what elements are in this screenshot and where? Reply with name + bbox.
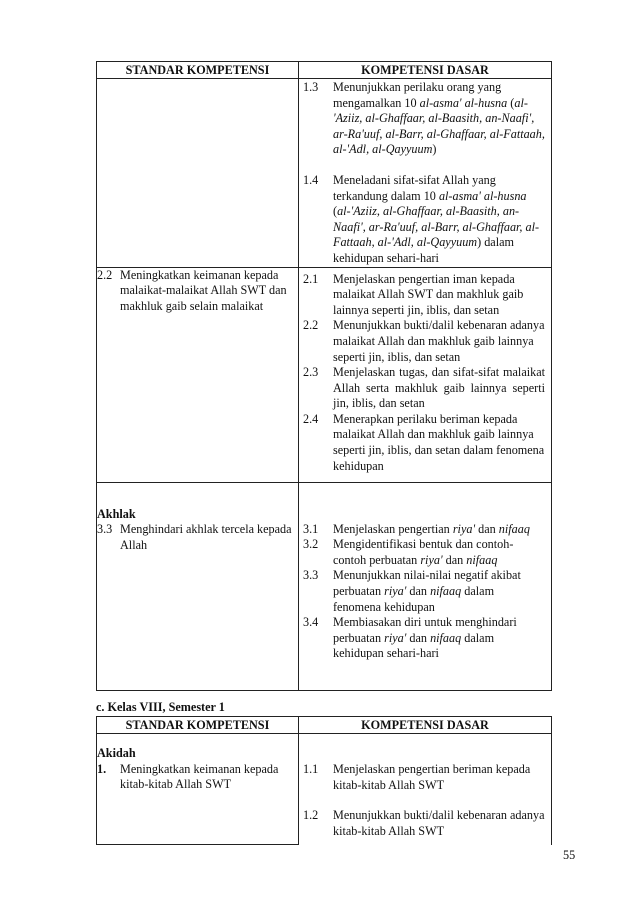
kd-cell xyxy=(299,482,552,690)
kd-item-2-4: 2.4 Menerapkan perilaku beriman kepada malaikat Allah dan makhluk gaib lainnya seperti jin, iblis, dan setan dalam fenomena kehidupan xyxy=(303,411,545,473)
kd-text-3-3: Menunjukkan nilai-nilai negatif akibat perbuatan riya' dan nifaaq dalam fenomena kehidupan xyxy=(333,568,521,614)
kd-item-1-4: 1.4 Meneladani sifat-sifat Allah yang terkandung dalam 10 al-asma' al-husna (al-'Aziiz, al-Ghaffaar, al-Baasith, an-Naafi', ar-Ra'uuf, al-Barr, al-Ghaffaar, al-Fattaah, al-'Adl, al-Qayyuum) dalam kehidupan sehari-hari xyxy=(299,173,551,267)
sk-heading-akhlak: Akhlak xyxy=(97,506,136,521)
kd-cell xyxy=(299,79,552,268)
kd-text-1-4: Meneladani sifat-sifat Allah yang terkandung dalam 10 al-asma' al-husna (al-'Aziiz, al-Ghaffaar, al-Baasith, an-Naafi', ar-Ra'uuf, al-Barr, al-Ghaffaar, al-Fattaah, al-'Adl, al-Qayyuum) dalam kehidupan sehari-hari xyxy=(333,172,540,265)
kd-item-3-2: 3.2 Mengidentifikasi bentuk dan contoh-contoh perbuatan riya' dan nifaaq xyxy=(299,537,551,568)
section-title: c. Kelas VIII, Semester 1 xyxy=(96,700,225,714)
sk-item-2-2: 2.2 Meningkatkan keimanan kepada malaikat-malaikat Allah SWT dan makhluk gaib selain malaikat xyxy=(97,267,287,313)
sk-item-1: 1. Meningkatkan keimanan kepada kitab-kitab Allah SWT xyxy=(97,761,279,792)
kd-item-2-2: 2.2 Menunjukkan bukti/dalil kebenaran adanya malaikat Allah dan makhluk gaib lainnya seperti jin, iblis, dan setan xyxy=(303,318,545,364)
kd-item-1-2: 1.2 Menunjukkan bukti/dalil kebenaran adanya kitab-kitab Allah SWT xyxy=(303,808,545,838)
competency-table-2 xyxy=(96,716,552,845)
table-row xyxy=(97,734,552,845)
page-number: 55 xyxy=(563,848,576,862)
kd-text-3-1: Menjelaskan pengertian riya' dan nifaaq xyxy=(333,521,530,536)
header-kompetensi-dasar: KOMPETENSI DASAR xyxy=(299,62,552,79)
sk-cell-empty xyxy=(97,79,299,268)
kd-text-3-4: Membiasakan diri untuk menghindari perbuatan riya' dan nifaaq dalam kehidupan sehari-hari xyxy=(333,615,517,661)
kd-item-1-3: 1.3 Menunjukkan perilaku orang yang mengamalkan 10 al-asma' al-husna (al-'Aziiz, al-Ghaffaar, al-Baasith, an-Naafi', ar-Ra'uuf, al-Barr, al-Ghaffaar, al-Fattaah, al-'Adl, al-Qayyuum) xyxy=(299,80,551,158)
table-row xyxy=(97,482,552,690)
sk-heading-akidah: Akidah xyxy=(97,746,136,760)
kd-item-3-1: 3.1 Menjelaskan pengertian riya' dan nifaaq xyxy=(299,522,551,538)
kd-text-3-2: Mengidentifikasi bentuk dan contoh-contoh perbuatan riya' dan nifaaq xyxy=(333,537,514,567)
header-standar-kompetensi: STANDAR KOMPETENSI xyxy=(97,717,299,734)
kd-item-2-1: 2.1 Menjelaskan pengertian iman kepada malaikat Allah SWT dan makhluk gaib lainnya seperti jin, iblis, dan setan xyxy=(303,271,524,317)
table-row xyxy=(97,267,552,482)
kd-item-3-3: 3.3 Menunjukkan nilai-nilai negatif akibat perbuatan riya' dan nifaaq dalam fenomena kehidupan xyxy=(299,568,551,615)
sk-cell xyxy=(97,267,299,482)
sk-item-3-3: 3.3 Menghindari akhlak tercela kepada Allah xyxy=(97,522,292,552)
kd-item-1-1: 1.1 Menjelaskan pengertian beriman kepada kitab-kitab Allah SWT xyxy=(303,762,531,792)
kd-cell xyxy=(299,267,552,482)
header-kompetensi-dasar: KOMPETENSI DASAR xyxy=(299,717,552,734)
table-row xyxy=(97,79,552,268)
kd-item-2-3: 2.3 Menjelaskan tugas, dan sifat-sifat malaikat Allah serta makhluk gaib lainnya seperti jin, iblis, dan setan xyxy=(303,365,545,411)
sk-cell xyxy=(97,734,299,845)
kd-cell xyxy=(299,734,552,845)
kd-text-1-3: Menunjukkan perilaku orang yang mengamalkan 10 al-asma' al-husna (al-'Aziiz, al-Ghaffaar, al-Baasith, an-Naafi', ar-Ra'uuf, al-Barr, al-Ghaffaar, al-Fattaah, al-'Adl, al-Qayyuum) xyxy=(333,80,545,157)
header-standar-kompetensi: STANDAR KOMPETENSI xyxy=(97,62,299,79)
kd-item-3-4: 3.4 Membiasakan diri untuk menghindari perbuatan riya' dan nifaaq dalam kehidupan sehari-hari xyxy=(299,615,551,662)
competency-table-1 xyxy=(96,61,552,691)
sk-cell xyxy=(97,482,299,690)
